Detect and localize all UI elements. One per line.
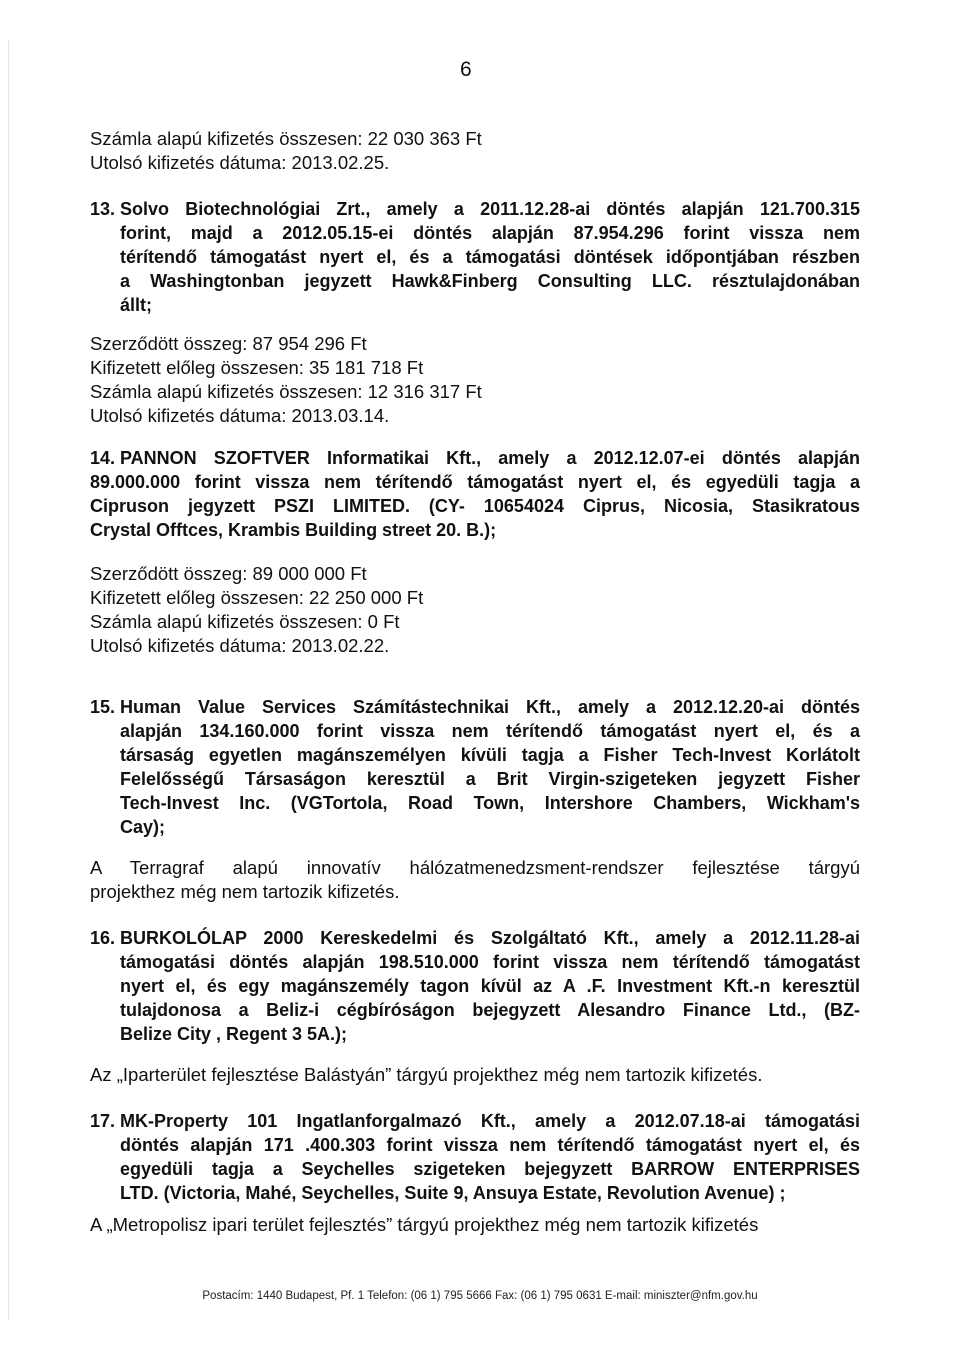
item-line: térítendő támogatást nyert el, és a támogatási döntések időpontjában részben <box>120 247 860 267</box>
list-item-17 <box>90 1109 860 1205</box>
item-text <box>120 446 860 470</box>
item-line: társaság egyetlen magánszemélyen kívüli tagja a Fisher Tech-Invest Korlátolt <box>120 745 860 765</box>
top-summary <box>90 127 860 175</box>
item-line: nyert el, és egy magánszemély tagon kívül az A .F. Investment Kft.-n keresztül <box>120 976 860 996</box>
note-16 <box>90 1063 860 1087</box>
detail-line: Számla alapú kifizetés összesen: 12 316 317 Ft <box>90 381 482 402</box>
item-line: Cay); <box>120 817 166 837</box>
item-line: Crystal Offtces, Krambis Building street 20. B.); <box>90 520 497 540</box>
item-text <box>120 1109 860 1205</box>
list-item-13 <box>90 197 860 317</box>
detail-line: Utolsó kifizetés dátuma: 2013.02.22. <box>90 635 390 656</box>
item-text <box>120 695 860 839</box>
list-item-14 <box>90 446 860 470</box>
item-text <box>120 197 860 317</box>
item-line: PANNON SZOFTVER Informatikai Kft., amely a 2012.12.07-ei döntés alapján <box>120 448 860 468</box>
summary-line: Számla alapú kifizetés összesen: 22 030 363 Ft <box>90 128 482 149</box>
item-line: Belize City , Regent 3 5A.); <box>120 1024 348 1044</box>
item-line: Tech-Invest Inc. (VGTortola, Road Town, Intershore Chambers, Wickham's <box>120 793 860 813</box>
item-number: 17. <box>90 1111 116 1131</box>
list-item-15 <box>90 695 860 839</box>
item-line: LTD. (Victoria, Mahé, Seychelles, Suite 9, Ansuya Estate, Revolution Avenue) ; <box>120 1183 786 1203</box>
item-line: Felelősségű Társaságon keresztül a Brit Virgin-szigeteken jegyzett Fisher <box>120 769 860 789</box>
item-line: BURKOLÓLAP 2000 Kereskedelmi és Szolgáltató Kft., amely a 2012.11.28-ai <box>120 928 860 948</box>
summary-line: Utolsó kifizetés dátuma: 2013.02.25. <box>90 152 390 173</box>
item-line: egyedüli tagja a Seychelles szigeteken bejegyzett BARROW ENTERPRISES <box>120 1159 860 1179</box>
note-line: A „Metropolisz ipari terület fejlesztés” tárgyú projekthez még nem tartozik kifizetés <box>90 1214 759 1235</box>
page-footer: Postacím: 1440 Budapest, Pf. 1 Telefon: (06 1) 795 5666 Fax: (06 1) 795 0631 E-mail: miniszter@nfm.gov.hu <box>202 1290 758 1302</box>
note-line: A Terragraf alapú innovatív hálózatmenedzsment-rendszer fejlesztése tárgyú <box>90 857 860 878</box>
scan-margin-line <box>8 40 9 1320</box>
note-15 <box>90 856 860 904</box>
item-line: tulajdonosa a Beliz-i cégbíróságon bejegyzett Alesandro Finance Ltd., (BZ- <box>120 1000 860 1020</box>
note-17 <box>90 1213 860 1237</box>
item-number: 14. <box>90 448 116 468</box>
item-line: Cipruson jegyzett PSZI LIMITED. (CY- 10654024 Ciprus, Nicosia, Stasikratous <box>90 496 860 516</box>
page-number: 6 <box>460 58 472 81</box>
item-line: forint, majd a 2012.05.15-ei döntés alapján 87.954.296 forint vissza nem <box>120 223 860 243</box>
detail-line: Kifizetett előleg összesen: 22 250 000 Ft <box>90 587 424 608</box>
details-14 <box>90 562 860 658</box>
item-line: a Washingtonban jegyzett Hawk&Finberg Consulting LLC. résztulajdonában <box>120 271 860 291</box>
details-13 <box>90 332 860 428</box>
item-number: 13. <box>90 199 116 219</box>
item-line: 89.000.000 forint vissza nem térítendő támogatást nyert el, és egyedüli tagja a <box>90 472 860 492</box>
note-line: projekthez még nem tartozik kifizetés. <box>90 881 400 902</box>
item-text <box>120 926 860 1046</box>
detail-line: Utolsó kifizetés dátuma: 2013.03.14. <box>90 405 390 426</box>
detail-line: Szerződött összeg: 89 000 000 Ft <box>90 563 367 584</box>
item-line: alapján 134.160.000 forint vissza nem térítendő támogatást nyert el, és a <box>120 721 860 741</box>
item-line: támogatási döntés alapján 198.510.000 forint vissza nem térítendő támogatást <box>120 952 860 972</box>
detail-line: Szerződött összeg: 87 954 296 Ft <box>90 333 367 354</box>
item-line: MK-Property 101 Ingatlanforgalmazó Kft., amely a 2012.07.18-ai támogatási <box>120 1111 860 1131</box>
detail-line: Kifizetett előleg összesen: 35 181 718 Ft <box>90 357 424 378</box>
item-line: döntés alapján 171 .400.303 forint vissza nem térítendő támogatást nyert el, és <box>120 1135 860 1155</box>
item-number: 16. <box>90 928 116 948</box>
list-item-16 <box>90 926 860 1046</box>
item-line: Solvo Biotechnológiai Zrt., amely a 2011.12.28-ai döntés alapján 121.700.315 <box>120 199 860 219</box>
list-item-14-cont <box>90 470 860 542</box>
detail-line: Számla alapú kifizetés összesen: 0 Ft <box>90 611 400 632</box>
item-line: Human Value Services Számítástechnikai Kft., amely a 2012.12.20-ai döntés <box>120 697 860 717</box>
note-line: Az „Iparterület fejlesztése Balástyán” tárgyú projekthez még nem tartozik kifizetés. <box>90 1064 763 1085</box>
item-line: állt; <box>120 295 153 315</box>
item-number: 15. <box>90 697 116 717</box>
